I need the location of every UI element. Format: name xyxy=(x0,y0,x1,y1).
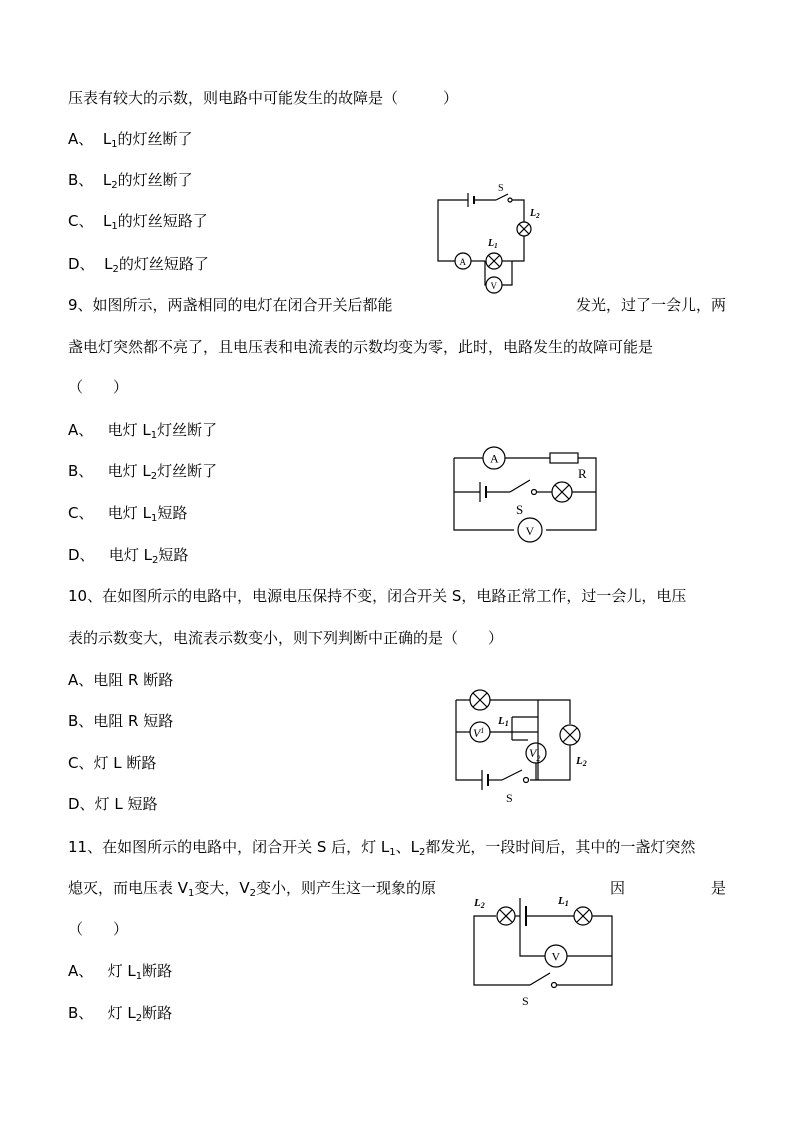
subscript: 1 xyxy=(150,513,158,524)
subscript: 2 xyxy=(112,264,119,275)
subscript: 2 xyxy=(150,471,158,482)
switch-label: S xyxy=(506,791,513,805)
q11-stem-line2-mid: 因 xyxy=(609,879,625,897)
option-text: 断路 xyxy=(142,1004,173,1022)
q11-stem-line3: （ ） xyxy=(68,920,129,938)
switch-label: S xyxy=(498,183,504,194)
voltmeter-v2-label: $V_2$ xyxy=(529,746,541,763)
ammeter-label: A xyxy=(459,257,466,267)
q10-option-a: A、电阻 R 断路 xyxy=(68,671,174,689)
option-letter: A、 xyxy=(68,421,94,439)
ammeter-label: A xyxy=(490,451,499,466)
q8-option-d xyxy=(68,254,209,280)
option-letter: B、 xyxy=(68,462,94,480)
option-letter: B、 xyxy=(68,1004,94,1022)
option-letter: A、 xyxy=(68,962,94,980)
q10-stem-line2: 表的示数变大，电流表示数变小，则下列判断中正确的是（ ） xyxy=(68,629,504,647)
q11-option-a xyxy=(68,961,172,987)
subscript: 2 xyxy=(152,555,159,566)
option-text: 短路 xyxy=(157,504,188,522)
q9-option-a xyxy=(68,420,217,446)
q9-stem-line3: （ ） xyxy=(68,378,129,396)
q8-option-b xyxy=(68,170,193,196)
option-text: 电灯 L xyxy=(107,421,151,439)
q10-circuit-diagram xyxy=(452,684,592,809)
q8-option-a xyxy=(68,129,193,155)
option-text: 的灯丝断了 xyxy=(117,171,193,189)
voltmeter-label: V xyxy=(490,281,497,291)
voltmeter-label: V xyxy=(525,524,535,538)
subscript: 1 xyxy=(111,139,118,150)
switch-label: S xyxy=(516,502,524,517)
lamp-l2-label: L2 xyxy=(474,897,485,910)
option-text: 灯丝断了 xyxy=(157,462,218,480)
q9-option-d xyxy=(68,545,188,571)
lamp-l2-label: L2 xyxy=(576,755,587,768)
option-letter: A、 xyxy=(68,130,94,148)
q9-stem-line2: 盏电灯突然都不亮了，且电压表和电流表的示数均变为零，此时，电路发生的故障可能是 xyxy=(68,338,654,356)
option-text: 灯 L xyxy=(107,1004,136,1022)
option-letter: C、 xyxy=(68,504,94,522)
option-text: 灯丝断了 xyxy=(157,421,218,439)
option-text: 断路 xyxy=(142,962,173,980)
option-text: 的灯丝断了 xyxy=(117,130,193,148)
q9-stem-right: 发光，过了一会儿，两 xyxy=(575,296,726,314)
subscript: 1 xyxy=(135,971,143,982)
option-letter: D、 xyxy=(68,255,95,273)
q8-option-c xyxy=(68,211,208,237)
subscript: 2 xyxy=(419,847,426,858)
option-text: 电灯 L xyxy=(107,504,151,522)
option-text: L xyxy=(102,171,112,189)
q11-circuit-diagram xyxy=(470,890,620,1012)
lamp-l1-label: $L_1$ xyxy=(488,238,498,250)
q9-option-b xyxy=(68,461,217,487)
q10-option-b: B、电阻 R 短路 xyxy=(68,712,174,730)
option-text: 电灯 L xyxy=(107,462,151,480)
q11-stem-line1 xyxy=(68,837,695,863)
subscript: 1 xyxy=(389,847,396,858)
option-text: 电灯 L xyxy=(108,546,153,564)
subscript: 1 xyxy=(150,430,158,441)
stem-text: 都发光，一段时间后，其中的一盏灯突然 xyxy=(425,838,696,856)
q9-option-c xyxy=(68,503,187,529)
subscript: 1 xyxy=(111,221,118,232)
q11-stem-line2 xyxy=(68,878,726,904)
voltmeter-v1-label: $V^1$ xyxy=(473,726,485,740)
lamp-l1-label: L1 xyxy=(558,895,569,908)
option-letter: B、 xyxy=(68,171,94,189)
q11-stem-line2-left: 熄灭，而电压表 $V_1$变大，$V_2$变小，则产生这一现象的原 xyxy=(68,879,437,899)
subscript: 2 xyxy=(111,180,118,191)
q10-option-d: D、灯 L 短路 xyxy=(68,795,158,813)
option-letter: C、 xyxy=(68,212,94,230)
q8-circuit-diagram xyxy=(430,180,550,300)
q9-circuit-diagram xyxy=(450,440,605,550)
option-text: L xyxy=(103,212,112,230)
q8-stem: 压表有较大的示数，则电路中可能发生的故障是（ ） xyxy=(68,89,459,107)
resistor-label: R xyxy=(578,466,587,481)
option-text: 灯 L xyxy=(107,962,136,980)
q11-option-b xyxy=(68,1003,172,1029)
option-text: L xyxy=(102,130,112,148)
option-text: 短路 xyxy=(158,546,189,564)
option-text: 的灯丝短路了 xyxy=(117,212,208,230)
q9-stem-left: 9、如图所示，两盏相同的电灯在闭合开关后都能 xyxy=(68,296,393,314)
option-letter: D、 xyxy=(68,546,95,564)
stem-text: 、L xyxy=(395,838,420,856)
q10-stem-line1: 10、在如图所示的电路中，电源电压保持不变，闭合开关 S，电路正常工作，过一会儿，电压 xyxy=(68,587,687,605)
subscript: 2 xyxy=(135,1013,143,1024)
option-text: 的灯丝短路了 xyxy=(118,255,209,273)
lamp-l1-label: L1 xyxy=(498,715,509,728)
lamp-l2-label: $L_2$ xyxy=(530,208,540,220)
q9-stem-line1 xyxy=(68,295,726,315)
stem-text: 11、在如图所示的电路中，闭合开关 S 后，灯 L xyxy=(68,838,390,856)
switch-label: S xyxy=(522,994,529,1008)
q10-option-c: C、灯 L 断路 xyxy=(68,754,157,772)
option-text: L xyxy=(104,255,113,273)
voltmeter-label: V xyxy=(551,949,561,964)
q11-stem-line2-right: 是 xyxy=(710,879,726,897)
